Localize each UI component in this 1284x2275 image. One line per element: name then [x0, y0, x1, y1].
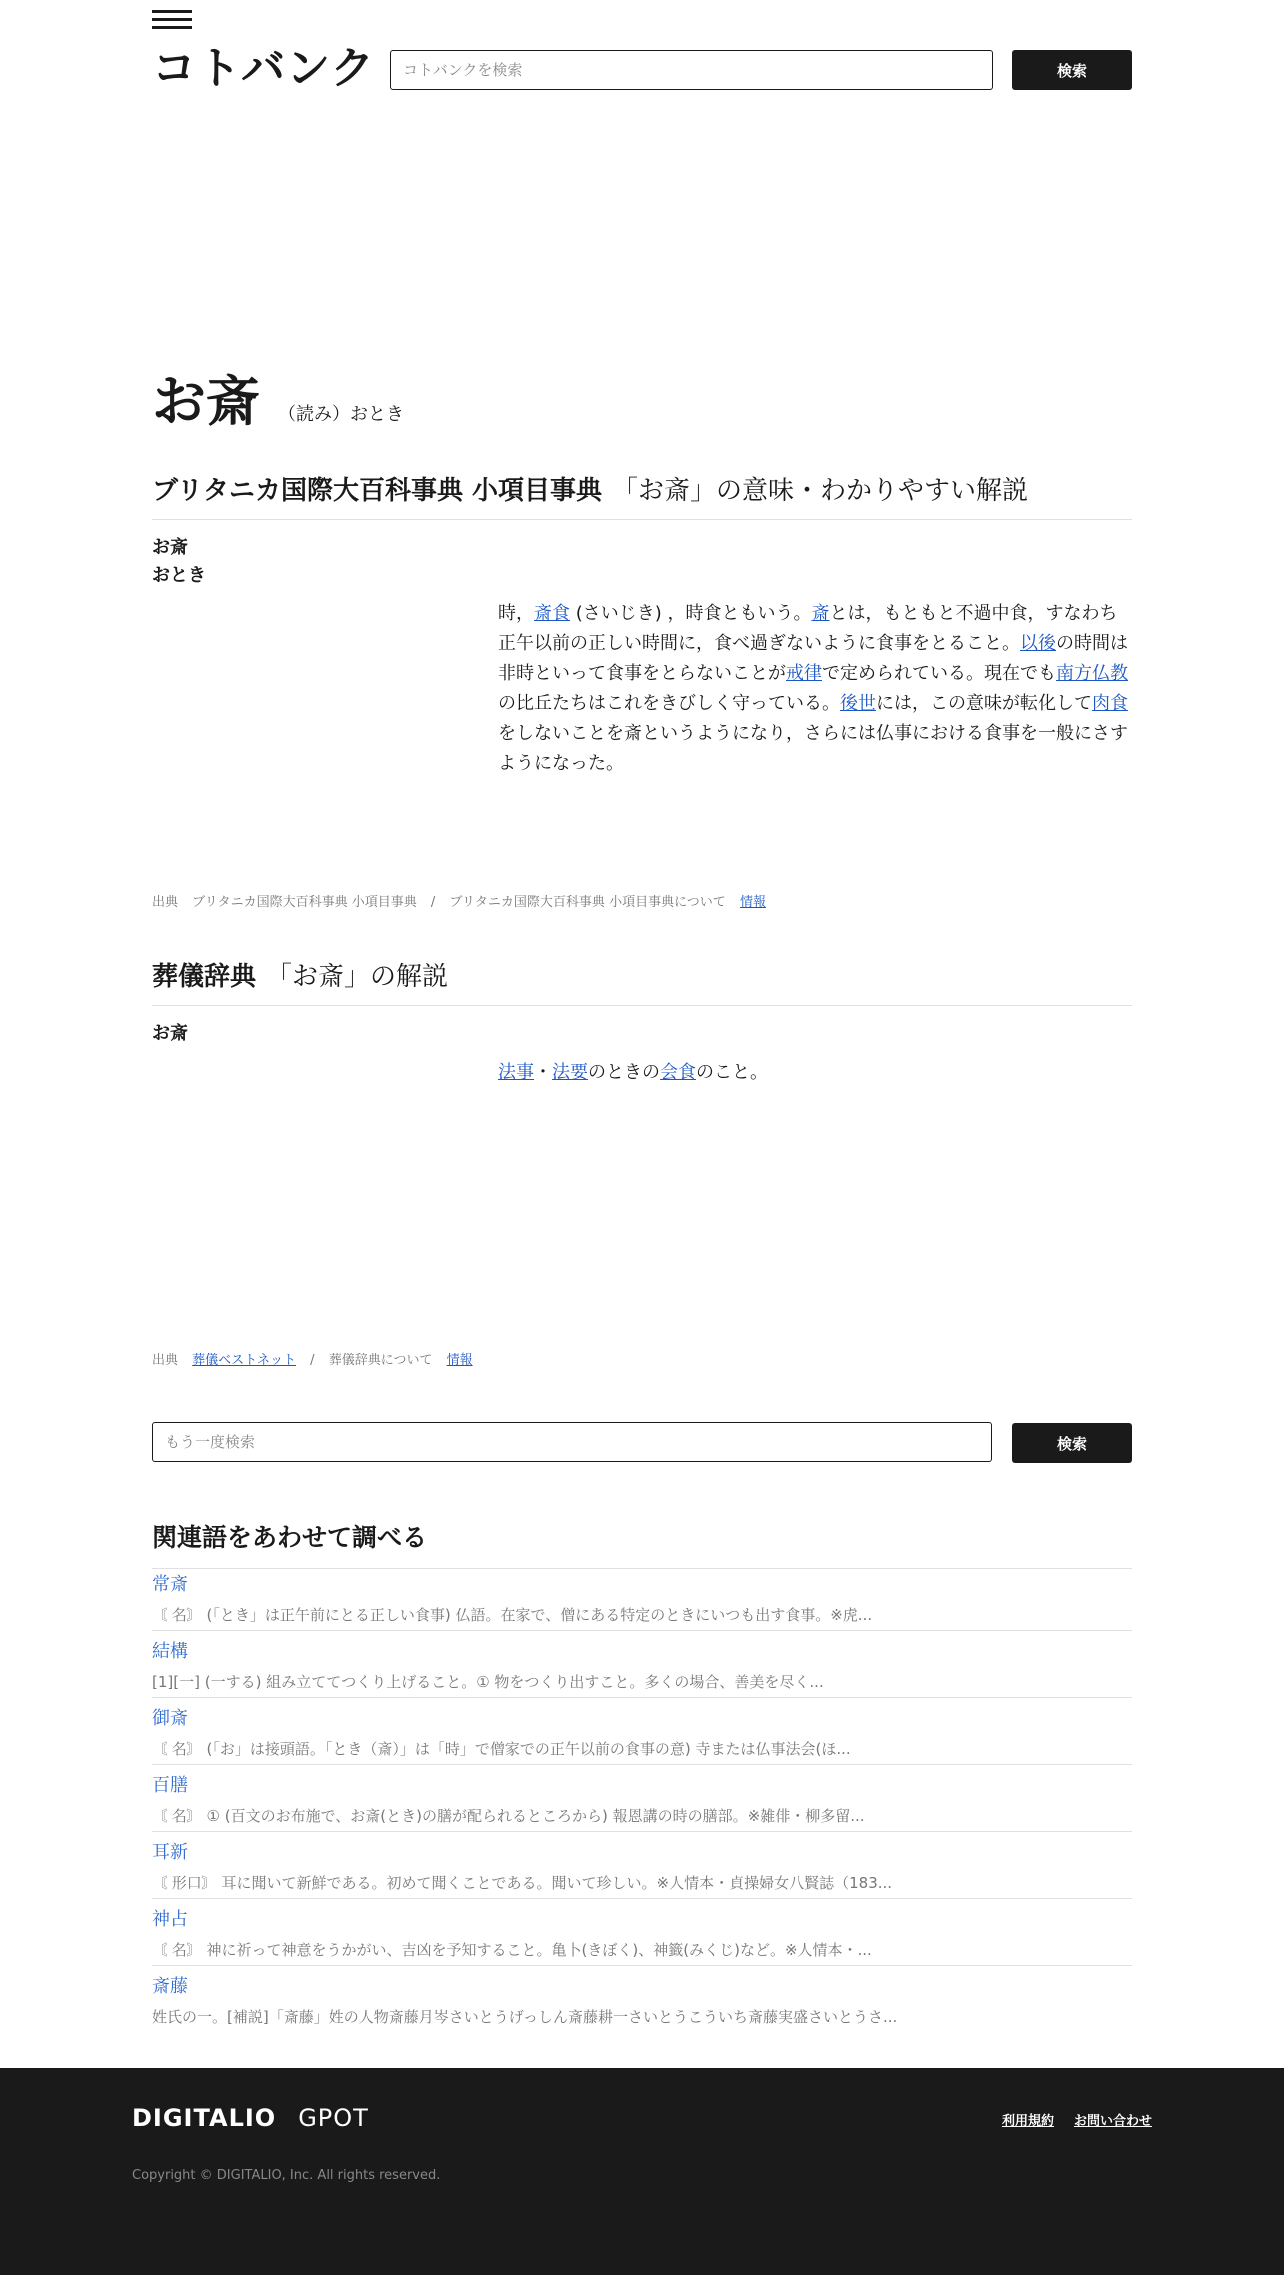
footer-links [982, 2110, 1152, 2129]
source-separator: / [310, 1353, 315, 1368]
britannica-source-name: ブリタニカ国際大百科事典 小項目事典 [152, 476, 603, 506]
site-footer [0, 2068, 1284, 2275]
inline-term-link[interactable]: 後世 [840, 693, 876, 714]
digitalio-logo[interactable]: DIGITALIO [132, 2104, 277, 2132]
search-again-button[interactable]: 検索 [1012, 1423, 1132, 1463]
entry-reading: （読み）おとき [278, 404, 404, 425]
sougi-title-suffix: 「お斎」の解説 [266, 962, 449, 992]
related-snippet: 〘 名〙 (「とき」は正午前にとる正しい食事) 仏語。在家で、僧にある特定のときにいつも出す食事。※虎... [152, 1606, 873, 1624]
inline-term-link[interactable]: 戒律 [786, 663, 822, 684]
related-term-link[interactable]: 耳新 [152, 1842, 188, 1863]
related-term-link[interactable]: 百膳 [152, 1775, 188, 1796]
inline-term-link[interactable]: 法要 [552, 1062, 588, 1083]
source-about-text: ブリタニカ国際大百科事典 小項目事典について [449, 895, 726, 910]
inline-term-link[interactable]: 肉食 [1092, 693, 1128, 714]
britannica-headword-reading: おとき [152, 565, 206, 586]
footer-logos [132, 2104, 369, 2132]
related-snippet: [1][一] (一する) 組み立ててつくり上げること。① 物をつくり出すこと。多くの場合、善美を尽く... [152, 1673, 824, 1691]
inline-term-link[interactable]: 法事 [498, 1062, 534, 1083]
related-item [152, 1698, 1132, 1765]
sougi-definition: 法事・法要のときの会食のこと。 [498, 1062, 768, 1083]
sougi-source-name: 葬儀辞典 [152, 962, 257, 992]
related-snippet: 〘 名〙 (「お」は接頭語。「とき（斎）」は「時」で僧家での正午以前の食事の意) 寺または仏事法会(ほ... [152, 1740, 851, 1758]
source-label: 出典 [152, 895, 179, 910]
related-snippet: 〘 形口〙 耳に聞いて新鮮である。初めて聞くことである。聞いて珍しい。※人情本・貞操婦女八賢誌（183... [152, 1874, 893, 1892]
britannica-headword: お斎 [152, 537, 188, 558]
related-term-link[interactable]: 結構 [152, 1641, 188, 1662]
britannica-section-title [152, 470, 1132, 520]
copyright-text: Copyright © DIGITALIO, Inc. All rights reserved. [132, 2168, 441, 2183]
site-logo[interactable]: コトバンク [152, 43, 376, 94]
source-info-link[interactable]: 情報 [446, 1353, 473, 1368]
inline-term-link[interactable]: 南方仏教 [1056, 663, 1128, 684]
gpot-logo[interactable]: GPOT [298, 2104, 369, 2132]
related-term-link[interactable]: 常斎 [152, 1574, 188, 1595]
related-term-link[interactable]: 斎藤 [152, 1976, 188, 1997]
site-header [152, 0, 1132, 110]
terms-link[interactable]: 利用規約 [1001, 2114, 1054, 2129]
search-again-input[interactable] [152, 1422, 992, 1462]
entry-title [152, 372, 404, 432]
inline-term-link[interactable]: 斎食 [534, 603, 570, 624]
contact-link[interactable]: お問い合わせ [1073, 2114, 1152, 2129]
related-term-link[interactable]: 御斎 [152, 1708, 188, 1729]
source-label: 出典 [152, 1353, 179, 1368]
britannica-title-suffix: 「お斎」の意味・わかりやすい解説 [612, 476, 1029, 506]
inline-term-link[interactable]: 以後 [1020, 633, 1056, 654]
search-input[interactable] [390, 50, 993, 90]
related-item [152, 1564, 1132, 1631]
britannica-source-line [152, 891, 776, 910]
related-snippet: 〘 名〙 ① (百文のお布施で、お斎(とき)の膳が配られるところから) 報恩講の時の膳部。※雑俳・柳多留... [152, 1807, 865, 1825]
hamburger-menu-icon[interactable] [152, 10, 192, 32]
sougi-source-line [152, 1349, 483, 1368]
inline-term-link[interactable]: 斎 [811, 603, 830, 624]
sougi-headword: お斎 [152, 1023, 188, 1044]
related-heading: 関連語をあわせて調べる [152, 1518, 1132, 1569]
entry-word: お斎 [152, 370, 260, 433]
related-item [152, 1631, 1132, 1698]
related-snippet: 姓氏の一。[補説]「斎藤」姓の人物斎藤月岑さいとうげっしん斎藤耕一さいとうこういち斎藤実盛さいとうさ... [152, 2008, 898, 2026]
related-item [152, 1765, 1132, 1832]
source-link[interactable]: 葬儀ベストネット [192, 1353, 297, 1368]
britannica-definition: 時，斎食 (さいじき) ，時食ともいう。斎とは，もともと不過中食，すなわち正午以前の正しい時間に，食べ過ぎないように食事をとること。以後の時間は非時といって食事をとらないことが戒律で定められている。現在でも南方仏教の比丘たちはこれをきびしく守っている。後世には，この意味が転化して肉食をしないことを斎というようになり，さらには仏事における食事を一般にさすようになった。 [498, 603, 1128, 774]
source-info-link[interactable]: 情報 [739, 895, 766, 910]
related-item [152, 1832, 1132, 1899]
sougi-section-title [152, 956, 1132, 1006]
source-about-text: 葬儀辞典について [328, 1353, 433, 1368]
related-item [152, 1899, 1132, 1966]
related-list [152, 1564, 1132, 2033]
related-snippet: 〘 名〙 神に祈って神意をうかがい、吉凶を予知すること。亀卜(きぼく)、神籤(みくじ)など。※人情本・... [152, 1941, 872, 1959]
source-separator: / [430, 895, 436, 910]
source-text: ブリタニカ国際大百科事典 小項目事典 [192, 895, 417, 910]
related-item [152, 1966, 1132, 2033]
search-button[interactable]: 検索 [1012, 50, 1132, 90]
related-term-link[interactable]: 神占 [152, 1909, 188, 1930]
inline-term-link[interactable]: 会食 [660, 1062, 696, 1083]
